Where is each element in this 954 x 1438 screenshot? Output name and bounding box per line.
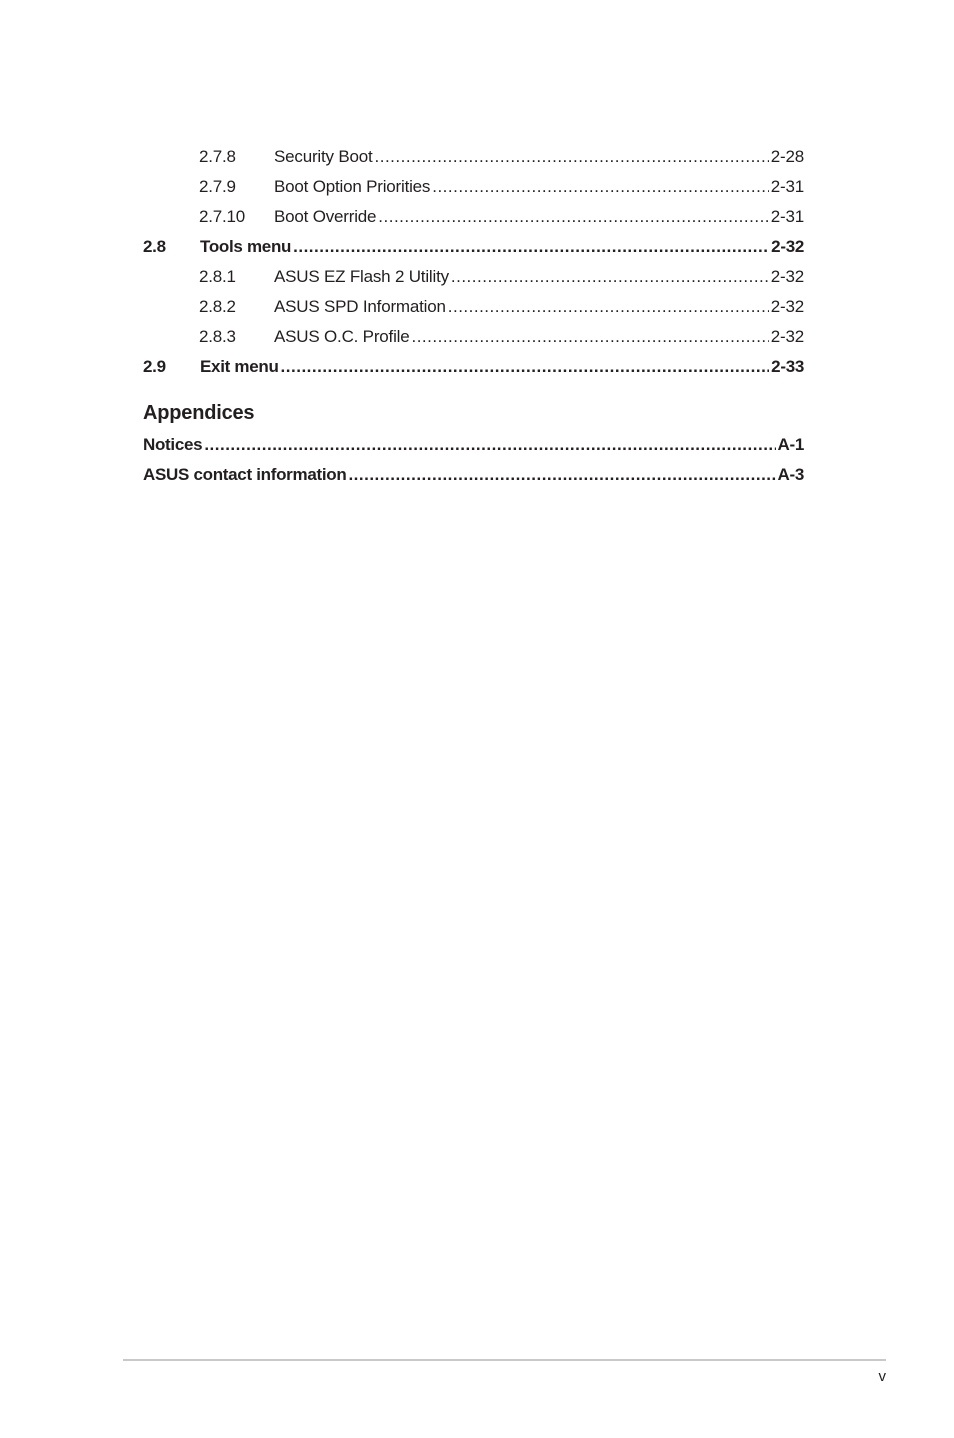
toc-entry-2-8-3[interactable]	[143, 322, 804, 352]
section-number: 2.8	[143, 237, 166, 256]
section-title: Tools menu	[200, 237, 292, 256]
toc-entry-2-7-9[interactable]	[143, 172, 804, 202]
section-number: 2.9	[143, 357, 166, 376]
page-ref: 2-32	[770, 267, 804, 286]
section-title: Boot Override	[274, 207, 377, 226]
section-title: ASUS EZ Flash 2 Utility	[274, 267, 449, 286]
dot-leader	[281, 352, 770, 382]
dot-leader	[378, 202, 768, 232]
page-ref: 2-32	[770, 327, 804, 346]
section-number: 2.8.1	[199, 267, 236, 286]
appendices-heading: Appendices	[143, 402, 255, 424]
page-number: v	[878, 1368, 886, 1385]
section-title: Security Boot	[274, 147, 373, 166]
page-ref: 2-31	[770, 207, 804, 226]
dot-leader	[448, 292, 769, 322]
page-ref: 2-33	[771, 357, 804, 376]
dot-leader	[451, 262, 769, 292]
section-title: ASUS SPD Information	[274, 297, 446, 316]
toc-entry-2-7-8[interactable]	[143, 142, 804, 172]
section-number: 2.7.8	[199, 147, 236, 166]
dot-leader	[411, 322, 768, 352]
toc-entry-asus-contact-information[interactable]	[143, 460, 804, 490]
section-number: 2.8.3	[199, 327, 236, 346]
toc-entry-2-8[interactable]	[143, 232, 804, 262]
page-ref: A-1	[777, 435, 804, 454]
table-of-contents	[143, 142, 804, 490]
dot-leader	[348, 460, 775, 490]
dot-leader	[204, 430, 775, 460]
section-title: Boot Option Priorities	[274, 177, 431, 196]
toc-entry-notices[interactable]	[143, 430, 804, 460]
dot-leader	[432, 172, 769, 202]
toc-entry-2-8-1[interactable]	[143, 262, 804, 292]
page-ref: 2-31	[770, 177, 804, 196]
appendix-title: ASUS contact information	[143, 465, 347, 484]
dot-leader	[293, 232, 769, 262]
section-number: 2.7.9	[199, 177, 236, 196]
toc-entry-2-7-10[interactable]	[143, 202, 804, 232]
footer-divider	[123, 1359, 886, 1361]
appendix-title: Notices	[143, 435, 203, 454]
section-number: 2.8.2	[199, 297, 236, 316]
dot-leader	[375, 142, 769, 172]
section-title: ASUS O.C. Profile	[274, 327, 410, 346]
page-ref: A-3	[777, 465, 804, 484]
page-ref: 2-32	[771, 237, 804, 256]
page-ref: 2-28	[770, 147, 804, 166]
toc-entry-2-8-2[interactable]	[143, 292, 804, 322]
section-title: Exit menu	[200, 357, 279, 376]
section-number: 2.7.10	[199, 207, 246, 226]
toc-entry-2-9[interactable]	[143, 352, 804, 382]
page-ref: 2-32	[770, 297, 804, 316]
